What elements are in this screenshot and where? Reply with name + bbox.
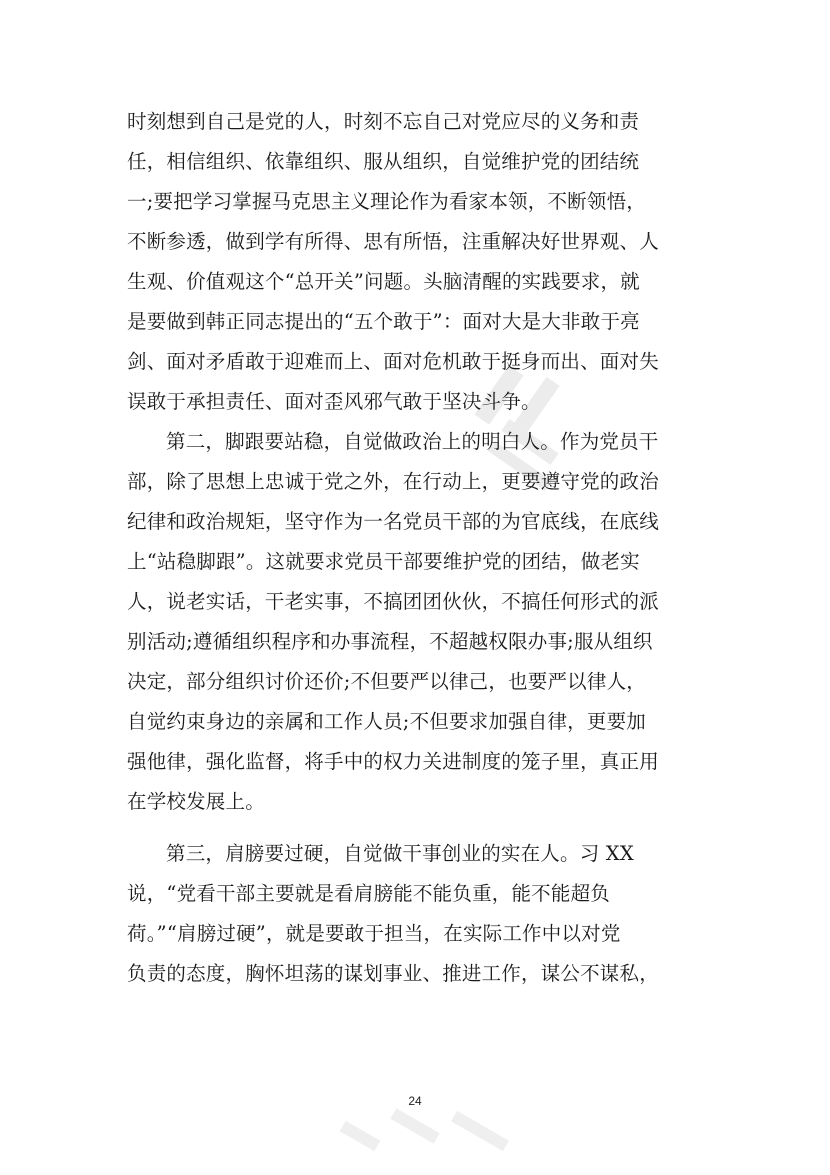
text-line: 部，除了思想上忠诚于党之外，在行动上，更要遵守党的政治 xyxy=(127,470,659,493)
text-line: 说，“党看干部主要就是看肩膀能不能负重，能不能超负 xyxy=(127,882,610,905)
page-number: 24 xyxy=(408,1094,422,1108)
text-line: 自觉约束身边的亲属和工作人员;不但要求加强自律，更要加 xyxy=(127,710,646,733)
text-line: 第二，脚跟要站稳，自觉做政治上的明白人。作为党员干 xyxy=(166,430,659,453)
text-line: 别活动;遵循组织程序和办事流程，不超越权限办事;服从组织 xyxy=(127,630,653,653)
text-line: 一;要把学习掌握马克思主义理论作为看家本领，不断领悟， xyxy=(127,190,646,213)
text-line: 负责的态度，胸怀坦荡的谋划事业、推进工作，谋公不谋私， xyxy=(127,962,659,985)
watermark-logo-bottom xyxy=(330,1105,530,1175)
text-line: 决定，部分组织讨价还价;不但要严以律己，也要严以律人， xyxy=(127,670,646,693)
paragraph-1 xyxy=(127,102,707,422)
text-line: 第三，肩膀要过硬，自觉做干事创业的实在人。习 XX xyxy=(166,842,634,865)
text-line: 人，说老实话，干老实事，不搞团团伙伙，不搞任何形式的派 xyxy=(127,590,659,613)
text-line: 任，相信组织、依靠组织、服从组织，自觉维护党的团结统 xyxy=(127,150,640,173)
text-line: 上“站稳脚跟”。这就要求党员干部要维护党的团结，做老实 xyxy=(127,550,640,573)
text-line: 荷。”“肩膀过硬”，就是要敢于担当，在实际工作中以对党 xyxy=(127,922,621,945)
paragraph-2 xyxy=(127,422,707,822)
text-line: 在学校发展上。 xyxy=(127,790,265,813)
text-line: 强他律，强化监督，将手中的权力关进制度的笼子里，真正用 xyxy=(127,750,659,773)
text-line: 误敢于承担责任、面对歪风邪气敢于坚决斗争。 xyxy=(127,390,541,413)
text-line: 不断参透，做到学有所得、思有所悟，注重解决好世界观、人 xyxy=(127,230,659,253)
text-line: 时刻想到自己是党的人，时刻不忘自己对党应尽的义务和责 xyxy=(127,110,640,133)
body-text xyxy=(127,102,707,994)
text-line: 剑、面对矛盾敢于迎难而上、面对危机敢于挺身而出、面对失 xyxy=(127,350,659,373)
text-line: 是要做到韩正同志提出的“五个敢于”：面对大是大非敢于亮 xyxy=(127,310,640,333)
text-line: 纪律和政治规矩，坚守作为一名党员干部的为官底线，在底线 xyxy=(127,510,659,533)
text-line: 生观、价值观这个“总开关”问题。头脑清醒的实践要求，就 xyxy=(127,270,640,293)
paragraph-3 xyxy=(127,834,707,994)
